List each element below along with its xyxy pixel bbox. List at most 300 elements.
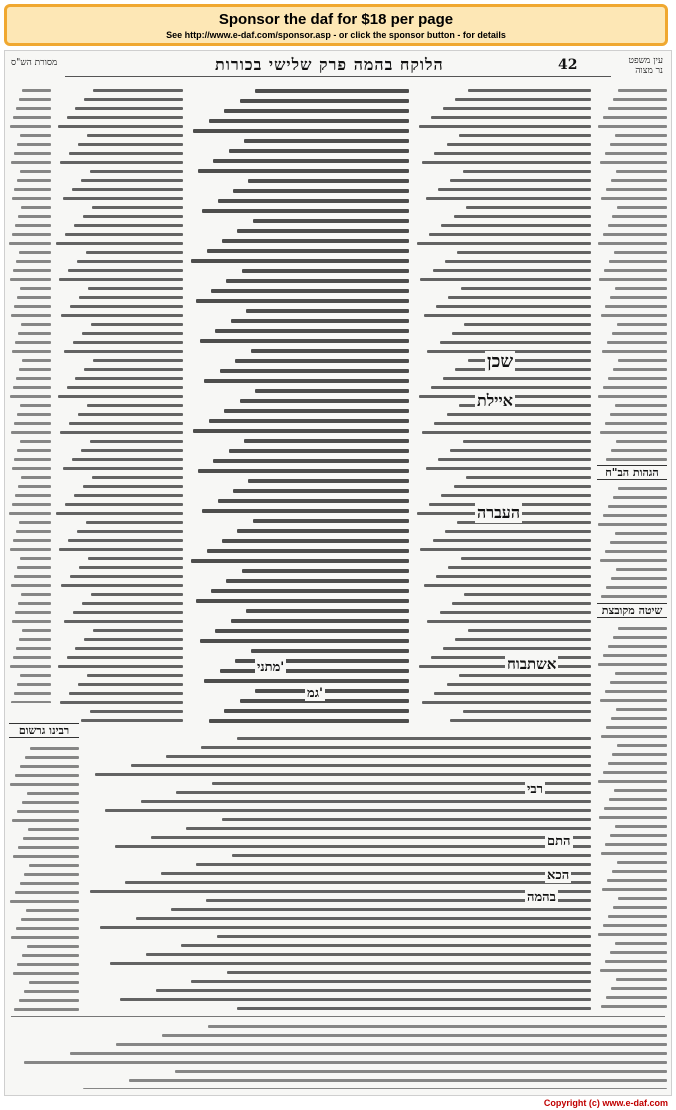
- text-line: [229, 449, 409, 453]
- text-line: [231, 319, 409, 323]
- text-line: [224, 109, 409, 113]
- text-line: [602, 350, 667, 353]
- text-line: [417, 242, 591, 245]
- text-line: [90, 440, 183, 443]
- text-line: [253, 219, 409, 223]
- text-line: [226, 579, 409, 583]
- keyword-behema: בהמה: [527, 890, 556, 905]
- text-line: [599, 278, 667, 281]
- text-line: [222, 239, 409, 243]
- text-line: [251, 349, 409, 353]
- text-line: [600, 559, 667, 562]
- text-line: [19, 638, 51, 641]
- text-line: [58, 125, 183, 128]
- text-line: [13, 855, 79, 858]
- text-line: [146, 953, 591, 956]
- text-line: [13, 539, 51, 542]
- text-line: [233, 489, 409, 493]
- text-line: [598, 242, 667, 245]
- text-line: [463, 710, 591, 713]
- footnote-rule: [11, 1016, 665, 1017]
- ein-mishpat-column: [597, 83, 667, 463]
- text-line: [244, 439, 409, 443]
- text-line: [21, 206, 51, 209]
- text-line: [161, 872, 591, 875]
- text-line: [20, 134, 52, 137]
- text-line: [15, 494, 51, 497]
- text-line: [65, 503, 183, 506]
- text-line: [611, 179, 667, 182]
- text-line: [255, 689, 409, 693]
- page-title: הלוקח בהמה פרק שלישי בכורות: [215, 55, 444, 74]
- text-line: [12, 819, 79, 822]
- text-line: [610, 413, 667, 416]
- text-line: [22, 954, 79, 957]
- text-line: [84, 638, 183, 641]
- text-line: [229, 149, 409, 153]
- text-line: [56, 242, 183, 245]
- text-line: [64, 350, 183, 353]
- text-line: [63, 467, 183, 470]
- text-line: [422, 431, 591, 434]
- text-line: [448, 296, 591, 299]
- text-line: [616, 440, 667, 443]
- masoret-hashas-label: מסורת הש"ס: [11, 58, 58, 68]
- text-line: [120, 998, 591, 1001]
- text-line: [59, 548, 183, 551]
- text-line: [29, 864, 79, 867]
- keyword-ishtabach: אשתבוח: [507, 655, 557, 673]
- text-line: [610, 834, 667, 837]
- text-line: [618, 897, 667, 900]
- text-line: [420, 278, 591, 281]
- text-line: [615, 532, 668, 535]
- text-line: [457, 251, 591, 254]
- text-line: [617, 861, 667, 864]
- text-line: [600, 969, 667, 972]
- text-line: [224, 409, 409, 413]
- text-line: [614, 789, 667, 792]
- text-line: [434, 152, 591, 155]
- text-line: [443, 647, 591, 650]
- text-line: [200, 339, 409, 343]
- text-line: [455, 368, 591, 371]
- text-line: [202, 209, 409, 213]
- text-line: [20, 404, 52, 407]
- text-line: [613, 98, 667, 101]
- text-line: [10, 783, 79, 786]
- text-line: [61, 584, 183, 587]
- text-line: [21, 918, 79, 921]
- text-line: [253, 519, 409, 523]
- text-line: [604, 269, 667, 272]
- text-line: [29, 981, 79, 984]
- text-line: [606, 726, 667, 729]
- text-line: [100, 926, 591, 929]
- text-line: [115, 845, 591, 848]
- text-line: [20, 765, 79, 768]
- text-line: [600, 699, 667, 702]
- text-line: [82, 332, 183, 335]
- masoret-hashas-column: [9, 83, 51, 703]
- text-line: [12, 233, 51, 236]
- sponsor-subtitle[interactable]: See http://www.e-daf.com/sponsor.asp - or click the sponsor button - for details: [166, 30, 506, 40]
- text-line: [88, 287, 183, 290]
- text-line: [609, 260, 667, 263]
- text-line: [191, 980, 591, 983]
- text-line: [72, 188, 183, 191]
- text-line: [59, 278, 183, 281]
- text-line: [60, 431, 183, 434]
- text-line: [84, 368, 183, 371]
- text-line: [601, 1005, 667, 1008]
- text-line: [74, 494, 183, 497]
- text-line: [20, 440, 51, 443]
- text-line: [607, 879, 667, 882]
- text-line: [436, 305, 591, 308]
- text-line: [246, 309, 409, 313]
- text-line: [463, 440, 591, 443]
- text-line: [440, 611, 591, 614]
- text-line: [12, 620, 51, 623]
- text-line: [95, 773, 591, 776]
- text-line: [18, 602, 51, 605]
- text-line: [63, 197, 183, 200]
- text-line: [11, 584, 51, 587]
- text-line: [617, 323, 667, 326]
- text-line: [17, 810, 79, 813]
- text-line: [233, 189, 409, 193]
- text-line: [181, 944, 591, 947]
- text-line: [17, 413, 51, 416]
- page-number: 42: [558, 57, 578, 73]
- text-line: [615, 672, 668, 675]
- text-line: [431, 386, 591, 389]
- text-line: [207, 549, 409, 553]
- text-line: [116, 1043, 667, 1046]
- text-line: [22, 359, 51, 362]
- text-line: [605, 960, 667, 963]
- text-line: [24, 1061, 667, 1064]
- text-line: [26, 909, 79, 912]
- text-line: [617, 206, 667, 209]
- text-line: [445, 260, 591, 263]
- text-line: [455, 98, 591, 101]
- text-line: [603, 654, 667, 657]
- hagahot-column: [597, 481, 667, 601]
- text-line: [27, 945, 79, 948]
- text-line: [14, 305, 51, 308]
- text-line: [610, 541, 667, 544]
- text-line: [17, 449, 51, 452]
- text-line: [110, 962, 591, 965]
- text-line: [28, 828, 79, 831]
- text-line: [244, 139, 409, 143]
- text-line: [13, 972, 80, 975]
- text-line: [204, 679, 409, 683]
- shita-mekubetzet-label: שיטה מקובצת: [597, 603, 667, 618]
- text-line: [10, 395, 51, 398]
- text-line: [598, 663, 667, 666]
- keyword-shechen: שכן: [487, 351, 514, 372]
- text-line: [125, 881, 591, 884]
- text-line: [618, 89, 667, 92]
- text-line: [15, 611, 51, 614]
- text-line: [17, 179, 51, 182]
- keyword-haavara: העברה: [477, 503, 521, 522]
- text-line: [86, 521, 183, 524]
- text-line: [438, 458, 591, 461]
- keyword-mishna: מתני': [257, 660, 285, 675]
- keyword-hacha: הכא: [547, 868, 570, 883]
- text-line: [61, 314, 183, 317]
- text-line: [93, 89, 183, 92]
- shita-mekubetzet-column: [597, 621, 667, 1011]
- text-line: [64, 620, 183, 623]
- text-line: [58, 665, 183, 668]
- text-line: [215, 629, 409, 633]
- text-line: [14, 152, 51, 155]
- text-line: [211, 289, 409, 293]
- text-line: [461, 287, 591, 290]
- text-line: [232, 854, 591, 857]
- text-line: [441, 494, 591, 497]
- text-line: [606, 996, 667, 999]
- text-line: [81, 719, 183, 722]
- sponsor-banner[interactable]: [4, 4, 668, 46]
- text-line: [10, 548, 51, 551]
- text-line: [419, 125, 591, 128]
- text-line: [86, 251, 183, 254]
- ein-mishpat-label: עין משפט נר מצוה: [628, 56, 663, 76]
- text-line: [598, 933, 667, 936]
- text-line: [213, 159, 409, 163]
- text-line: [11, 701, 51, 703]
- text-line: [77, 530, 183, 533]
- text-line: [426, 467, 591, 470]
- text-line: [606, 458, 667, 461]
- text-line: [464, 593, 591, 596]
- text-line: [78, 683, 183, 686]
- text-line: [427, 620, 591, 623]
- text-line: [218, 199, 409, 203]
- text-line: [22, 801, 79, 804]
- text-line: [65, 233, 183, 236]
- text-line: [87, 404, 183, 407]
- text-line: [78, 413, 183, 416]
- text-line: [615, 134, 668, 137]
- text-line: [617, 744, 667, 747]
- text-line: [15, 774, 79, 777]
- text-line: [603, 233, 667, 236]
- text-line: [13, 116, 51, 119]
- text-line: [242, 269, 409, 273]
- text-line: [196, 299, 409, 303]
- text-line: [75, 107, 183, 110]
- text-line: [13, 269, 51, 272]
- text-line: [196, 863, 591, 866]
- text-line: [10, 900, 79, 903]
- text-line: [17, 963, 79, 966]
- text-line: [90, 890, 591, 893]
- text-line: [68, 539, 183, 542]
- text-line: [20, 170, 51, 173]
- text-line: [422, 701, 591, 704]
- text-line: [608, 645, 667, 648]
- keyword-ayelet: איילת: [477, 391, 513, 410]
- text-line: [246, 609, 409, 613]
- keyword-rabbi: רבי: [527, 782, 544, 797]
- text-line: [79, 566, 183, 569]
- text-line: [9, 512, 51, 515]
- text-line: [255, 389, 409, 393]
- text-line: [70, 305, 183, 308]
- text-line: [438, 188, 591, 191]
- text-line: [16, 107, 51, 110]
- text-line: [248, 179, 409, 183]
- text-line: [613, 368, 667, 371]
- text-line: [613, 636, 667, 639]
- text-line: [11, 314, 51, 317]
- text-line: [204, 379, 409, 383]
- text-line: [191, 259, 409, 263]
- text-line: [131, 764, 591, 767]
- text-line: [604, 807, 667, 810]
- text-line: [19, 98, 51, 101]
- sponsor-title[interactable]: Sponsor the daf for $18 per page: [218, 11, 454, 28]
- text-line: [171, 908, 591, 911]
- text-line: [436, 575, 591, 578]
- text-line: [75, 647, 183, 650]
- text-line: [209, 719, 409, 723]
- text-line: [598, 395, 667, 398]
- text-line: [92, 476, 183, 479]
- gemara-column: [189, 83, 409, 723]
- text-line: [13, 656, 51, 659]
- text-line: [615, 942, 668, 945]
- tosafot-column: [55, 83, 183, 723]
- text-line: [14, 458, 51, 461]
- text-line: [426, 197, 591, 200]
- text-line: [601, 852, 668, 855]
- text-line: [209, 419, 409, 423]
- text-line: [17, 296, 51, 299]
- text-line: [16, 647, 51, 650]
- text-line: [605, 305, 667, 308]
- text-line: [13, 386, 51, 389]
- text-line: [227, 971, 591, 974]
- text-line: [90, 170, 183, 173]
- text-line: [217, 935, 591, 938]
- text-line: [609, 798, 667, 801]
- text-line: [613, 906, 667, 909]
- text-line: [608, 762, 668, 765]
- text-line: [431, 116, 591, 119]
- text-line: [614, 251, 667, 254]
- text-line: [141, 800, 591, 803]
- text-line: [235, 359, 409, 363]
- text-line: [191, 559, 409, 563]
- text-line: [429, 233, 591, 236]
- rabbeinu-gershom-column: [9, 741, 79, 1011]
- text-line: [83, 485, 183, 488]
- text-line: [251, 649, 409, 653]
- text-line: [12, 467, 51, 470]
- text-line: [69, 422, 183, 425]
- text-line: [616, 978, 667, 981]
- text-line: [14, 575, 51, 578]
- rabbeinu-gershom-label: רבינו גרשום: [9, 723, 79, 738]
- text-line: [15, 891, 79, 894]
- text-line: [605, 152, 667, 155]
- text-line: [237, 529, 409, 533]
- text-line: [610, 296, 667, 299]
- text-line: [81, 179, 183, 182]
- text-line: [186, 827, 591, 830]
- text-line: [87, 674, 183, 677]
- text-line: [608, 505, 667, 508]
- text-line: [455, 638, 591, 641]
- text-line: [454, 485, 591, 488]
- copyright-link[interactable]: Copyright (c) www.e-daf.com: [543, 1098, 668, 1108]
- text-line: [208, 1025, 667, 1028]
- text-line: [434, 422, 591, 425]
- text-line: [601, 197, 667, 200]
- text-line: [67, 386, 183, 389]
- text-line: [12, 197, 51, 200]
- text-line: [222, 818, 591, 821]
- text-line: [200, 639, 409, 643]
- text-line: [16, 530, 51, 533]
- text-line: [466, 476, 591, 479]
- text-line: [69, 692, 183, 695]
- text-line: [207, 249, 409, 253]
- text-line: [602, 888, 667, 891]
- text-line: [91, 593, 183, 596]
- text-line: [447, 413, 591, 416]
- text-line: [612, 332, 667, 335]
- text-line: [12, 503, 51, 506]
- keyword-hatam: התם: [547, 834, 571, 849]
- text-line: [211, 589, 409, 593]
- text-line: [20, 674, 52, 677]
- text-line: [23, 837, 79, 840]
- header-rule: [65, 76, 611, 77]
- text-line: [433, 269, 591, 272]
- text-line: [248, 479, 409, 483]
- footnotes: [11, 1019, 667, 1089]
- text-line: [93, 629, 183, 632]
- talmud-page: [4, 50, 672, 1096]
- text-line: [598, 125, 667, 128]
- text-line: [606, 188, 667, 191]
- text-line: [218, 499, 409, 503]
- text-line: [24, 990, 79, 993]
- text-line: [79, 296, 183, 299]
- text-line: [78, 143, 183, 146]
- text-line: [242, 569, 409, 573]
- text-line: [19, 999, 79, 1002]
- text-line: [73, 341, 183, 344]
- text-line: [16, 260, 51, 263]
- text-line: [464, 323, 591, 326]
- text-line: [601, 595, 667, 598]
- text-line: [22, 89, 51, 92]
- text-line: [605, 550, 667, 553]
- text-line: [226, 279, 409, 283]
- text-line: [198, 469, 409, 473]
- text-line: [70, 575, 183, 578]
